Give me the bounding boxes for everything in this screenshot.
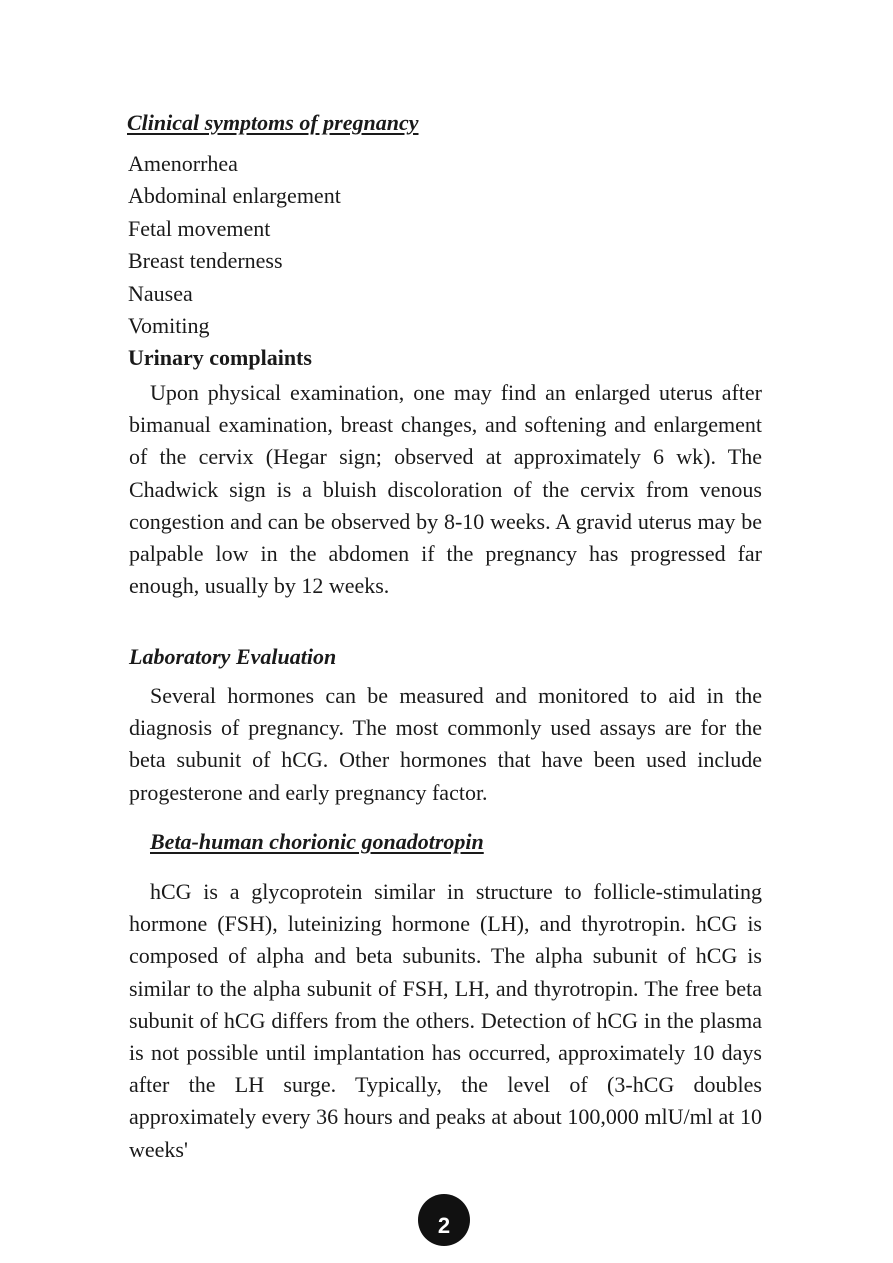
symptom-item: Breast tenderness bbox=[128, 248, 283, 274]
symptom-item: Abdominal enlargement bbox=[128, 183, 341, 209]
symptom-item: Vomiting bbox=[128, 312, 210, 338]
beta-hcg-paragraph: hCG is a glycoprotein similar in structure to follicle-stimulating hormone (FSH), luteinizing hormone (LH), and thyrotropin. hCG is composed of alpha and beta subunits. The alpha subunit of hCG is similar to the alpha subunit of FSH, LH, and thyrotropin. The free beta subunit of hCG differs from the others. Detection of hCG in the plasma is not possible until implantation has occurred, approximately 10 days after the LH surge. Typically, the level of (3-hCG doubles approximately every 36 hours and peaks at about 100,000 mlU/ml at 10 weeks' bbox=[129, 879, 762, 1162]
physical-exam-paragraph: Upon physical examination, one may find an enlarged uterus after bimanual examination, breast changes, and softening and enlargement of the cervix (Hegar sign; observed at approximately 6 wk). The Chadwick sign is a bluish discoloration of the cervix from venous congestion and can be observed by 8-10 weeks. A gravid uterus may be palpable low in the abdomen if the pregnancy has progressed far enough, usually by 12 weeks. bbox=[129, 380, 762, 599]
symptom-item: Nausea bbox=[128, 280, 193, 306]
symptom-item: Amenorrhea bbox=[128, 151, 238, 176]
symptom-item: Fetal movement bbox=[128, 215, 271, 241]
page-number-badge: 2 bbox=[418, 1194, 470, 1246]
symptom-list bbox=[128, 148, 341, 375]
laboratory-evaluation-heading: Laboratory Evaluation bbox=[129, 644, 337, 669]
beta-hcg-heading: Beta-human chorionic gonadotropin bbox=[150, 829, 484, 854]
clinical-symptoms-heading: Clinical symptoms of pregnancy bbox=[127, 110, 419, 135]
laboratory-evaluation-paragraph: Several hormones can be measured and monitored to aid in the diagnosis of pregnancy. The most commonly used assays are for the beta subunit of hCG. Other hormones that have been used include progesterone and early pregnancy factor. bbox=[129, 683, 762, 805]
symptom-item: Urinary complaints bbox=[128, 345, 312, 371]
